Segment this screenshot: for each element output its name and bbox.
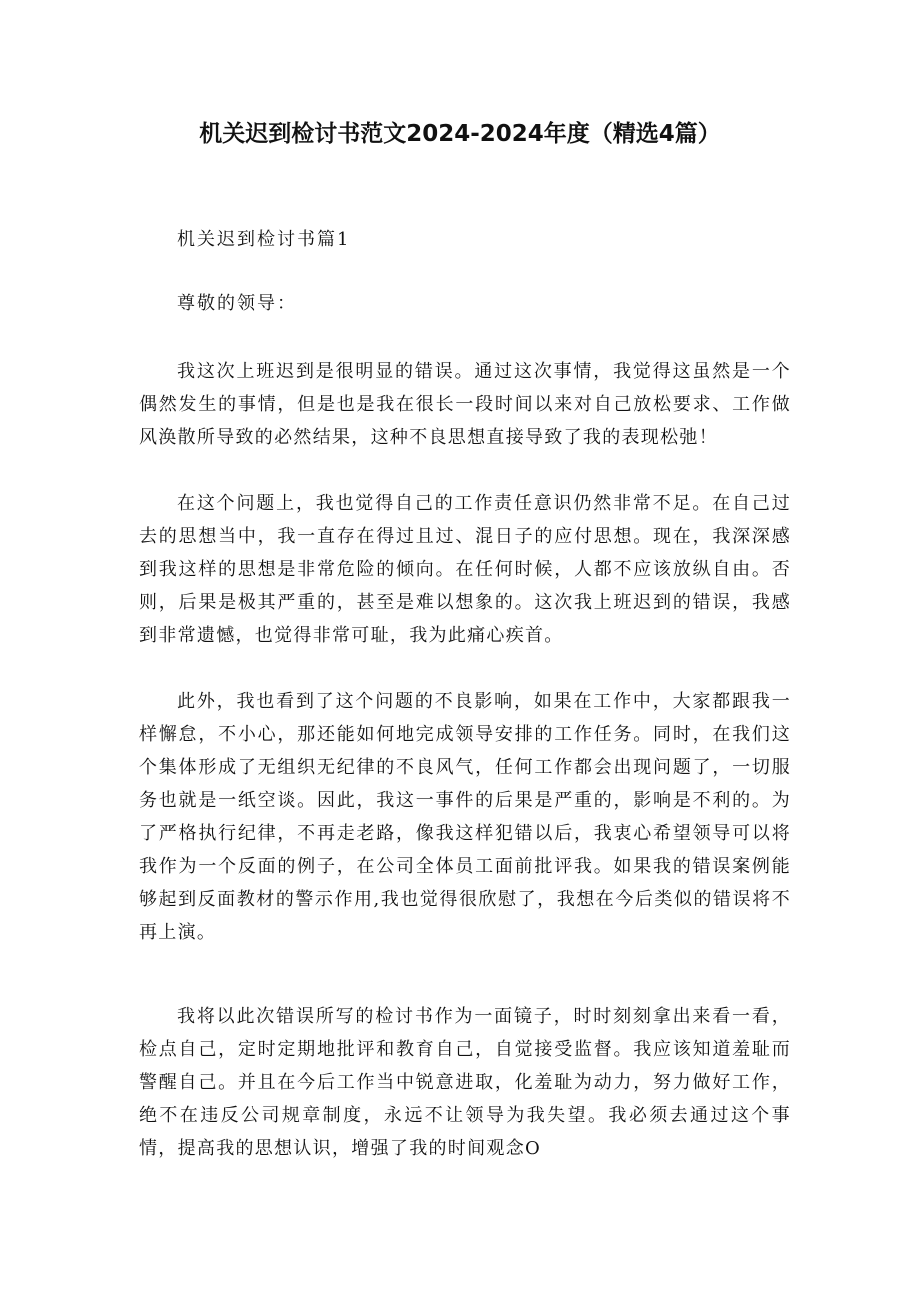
document-title: 机关迟到检讨书范文2024-2024年度（精选4篇）	[199, 121, 721, 147]
salutation: 尊敬的领导：	[177, 293, 297, 314]
body-paragraph-3: 此外，我也看到了这个问题的不良影响，如果在工作中，大家都跟我一样懈怠，不小心，那还能如何地完成领导安排的工作任务。同时，在我们这个集体形成了无组织无纪律的不良风气，任何工作都会出现问题了，一切服务也就是一纸空谈。因此，我这一事件的后果是严重的，影响是不利的。为了严格执行纪律，不再走老路，像我这样犯错以后，我衷心希望领导可以将我作为一个反面的例子，在公司全体员工面前批评我。如果我的错误案例能够起到反面教材的警示作用,我也觉得很欣慰了，我想在今后类似的错误将不再上演。	[139, 691, 791, 943]
body-paragraph-4: 我将以此次错误所写的检讨书作为一面镜子，时时刻刻拿出来看一看，检点自己，定时定期地批评和教育自己，自觉接受监督。我应该知道羞耻而警醒自己。并且在今后工作当中锐意进取，化羞耻为动力，努力做好工作，绝不在违反公司规章制度，永远不让领导为我失望。我必须去通过这个事情，提高我的思想认识，增强了我的时间观念O	[139, 1006, 791, 1159]
body-paragraph-2: 在这个问题上，我也觉得自己的工作责任意识仍然非常不足。在自己过去的思想当中，我一直存在得过且过、混日子的应付思想。现在，我深深感到我这样的思想是非常危险的倾向。在任何时候，人都不应该放纵自由。否则，后果是极其严重的，甚至是难以想象的。这次我上班迟到的错误，我感到非常遗憾，也觉得非常可耻，我为此痛心疾首。	[139, 493, 791, 646]
body-paragraph-1: 我这次上班迟到是很明显的错误。通过这次事情，我觉得这虽然是一个偶然发生的事情，但是也是我在很长一段时间以来对自己放松要求、工作做风涣散所导致的必然结果，这种不良思想直接导致了我的表现松弛！	[139, 361, 791, 448]
section-heading: 机关迟到检讨书篇1	[177, 229, 351, 250]
